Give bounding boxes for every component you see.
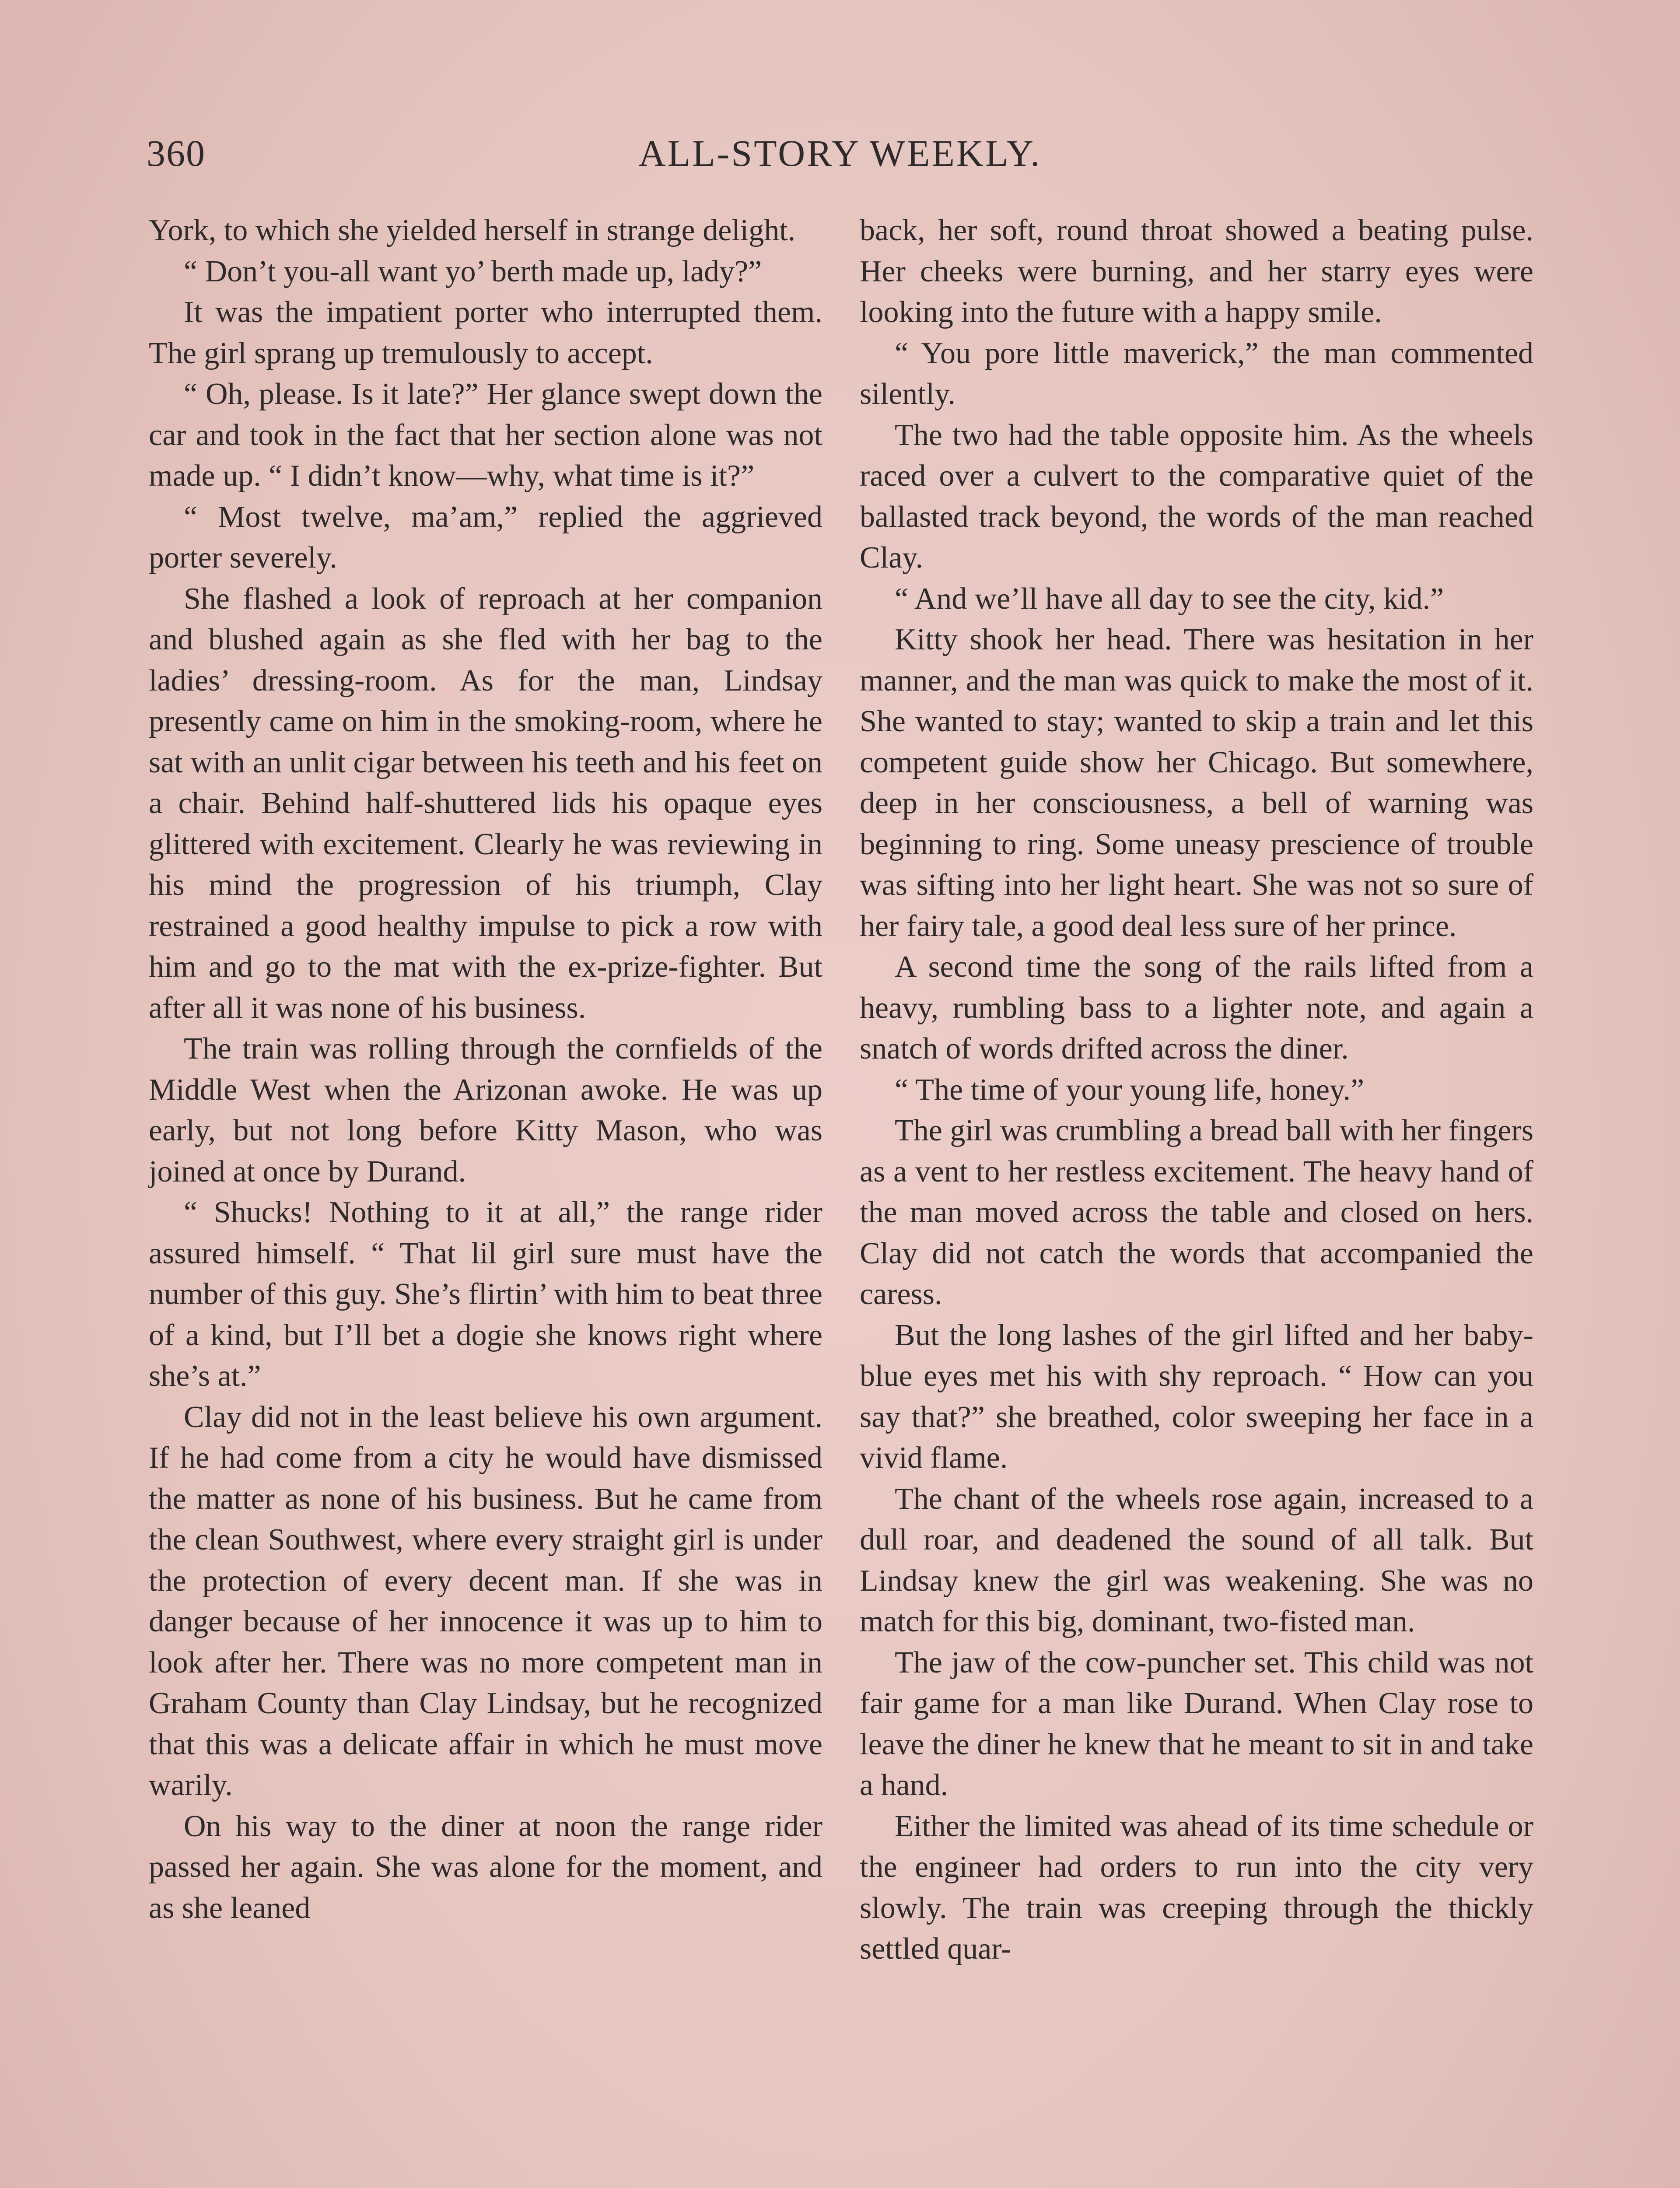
right-column — [860, 210, 1533, 1970]
paragraph: On his way to the diner at noon the range rider passed her again. She was alone for the moment, and as she leaned — [149, 1809, 822, 1925]
paragraph: But the long lashes of the girl lifted and her baby-blue eyes met his with shy reproach. “ How can you say that?” she breathed, color sweeping her face in a vivid flame. — [860, 1318, 1533, 1475]
paragraph: The two had the table opposite him. As the wheels raced over a culvert to the comparative quiet of the ballasted track beyond, the words of the man reached Clay. — [860, 418, 1533, 575]
paragraph: “ Don’t you-all want yo’ berth made up, lady?” — [184, 254, 762, 288]
page-number: 360 — [147, 132, 206, 174]
paragraph: “ Shucks! Nothing to it at all,” the range rider assured himself. “ That lil girl sure must have the number of this guy. She’s flirtin’ with him to beat three of a kind, but I’ll bet a dogie she knows right where she’s at.” — [149, 1196, 822, 1393]
paragraph: back, her soft, round throat showed a beating pulse. Her cheeks were burning, and her starry eyes were looking into the future with a happy smile. — [860, 214, 1533, 329]
paragraph: “ You pore little maverick,” the man commented silently. — [860, 336, 1533, 411]
paragraph: Kitty shook her head. There was hesitation in her manner, and the man was quick to make the most of it. She wanted to stay; wanted to skip a train and let this competent guide show her Chicago. But somewhere, deep in her consciousness, a bell of warning was beginning to ring. Some uneasy prescience of trouble was sifting into her light heart. She was not so sure of her fairy tale, a good deal less sure of her prince. — [860, 623, 1533, 943]
page-header — [147, 131, 1533, 179]
paragraph: The train was rolling through the cornfields of the Middle West when the Arizonan awoke. He was up early, but not long before Kitty Mason, who was joined at once by Durand. — [149, 1032, 822, 1189]
paragraph: The jaw of the cow-puncher set. This child was not fair game for a man like Durand. When Clay rose to leave the diner he knew that he meant to sit in and take a hand. — [860, 1645, 1533, 1802]
left-column — [149, 210, 822, 1929]
paragraph: A second time the song of the rails lifted from a heavy, rumbling bass to a lighter note, and again a snatch of words drifted across the diner. — [860, 950, 1533, 1066]
paragraph: “ Oh, please. Is it late?” Her glance swept down the car and took in the fact that her section alone was not made up. “ I didn’t know—why, what time is it?” — [149, 377, 822, 493]
paragraph: “ The time of your young life, honey.” — [895, 1073, 1365, 1107]
paragraph: The chant of the wheels rose again, increased to a dull roar, and deadened the sound of all talk. But Lindsay knew the girl was weakening. She was no match for this big, dominant, two-fisted man. — [860, 1482, 1533, 1638]
paragraph: It was the impatient porter who interrupted them. The girl sprang up tremulously to accept. — [149, 295, 822, 370]
paragraph: “ And we’ll have all day to see the city, kid.” — [895, 582, 1444, 616]
paragraph: Either the limited was ahead of its time schedule or the engineer had orders to run into the city very slowly. The train was creeping through the thickly settled quar- — [860, 1809, 1533, 1966]
paragraph: She flashed a look of reproach at her companion and blushed again as she fled with her bag to the ladies’ dressing-room. As for the man, Lindsay presently came on him in the smoking-room, where he sat with an unlit cigar between his teeth and his feet on a chair. Behind half-shuttered lids his opaque eyes glittered with excitement. Clearly he was reviewing in his mind the progression of his triumph, Clay restrained a good healthy impulse to pick a row with him and go to the mat with the ex-prize-fighter. But after all it was none of his business. — [149, 582, 822, 1025]
paragraph: The girl was crumbling a bread ball with her fingers as a vent to her restless excitement. The heavy hand of the man moved across the table and closed on hers. Clay did not catch the words that accompanied the caress. — [860, 1114, 1533, 1311]
running-title: ALL-STORY WEEKLY. — [638, 132, 1042, 174]
paragraph: Clay did not in the least believe his own argument. If he had come from a city he would have dismissed the matter as none of his business. But he came from the clean Southwest, where every straight girl is under the protection of every decent man. If she was in danger because of her innocence it was up to him to look after her. There was no more competent man in Graham County than Clay Lindsay, but he recognized that this was a delicate affair in which he must move warily. — [149, 1400, 822, 1802]
paragraph: York, to which she yielded herself in strange delight. — [149, 214, 796, 247]
paragraph: “ Most twelve, ma’am,” replied the aggrieved porter severely. — [149, 500, 822, 575]
